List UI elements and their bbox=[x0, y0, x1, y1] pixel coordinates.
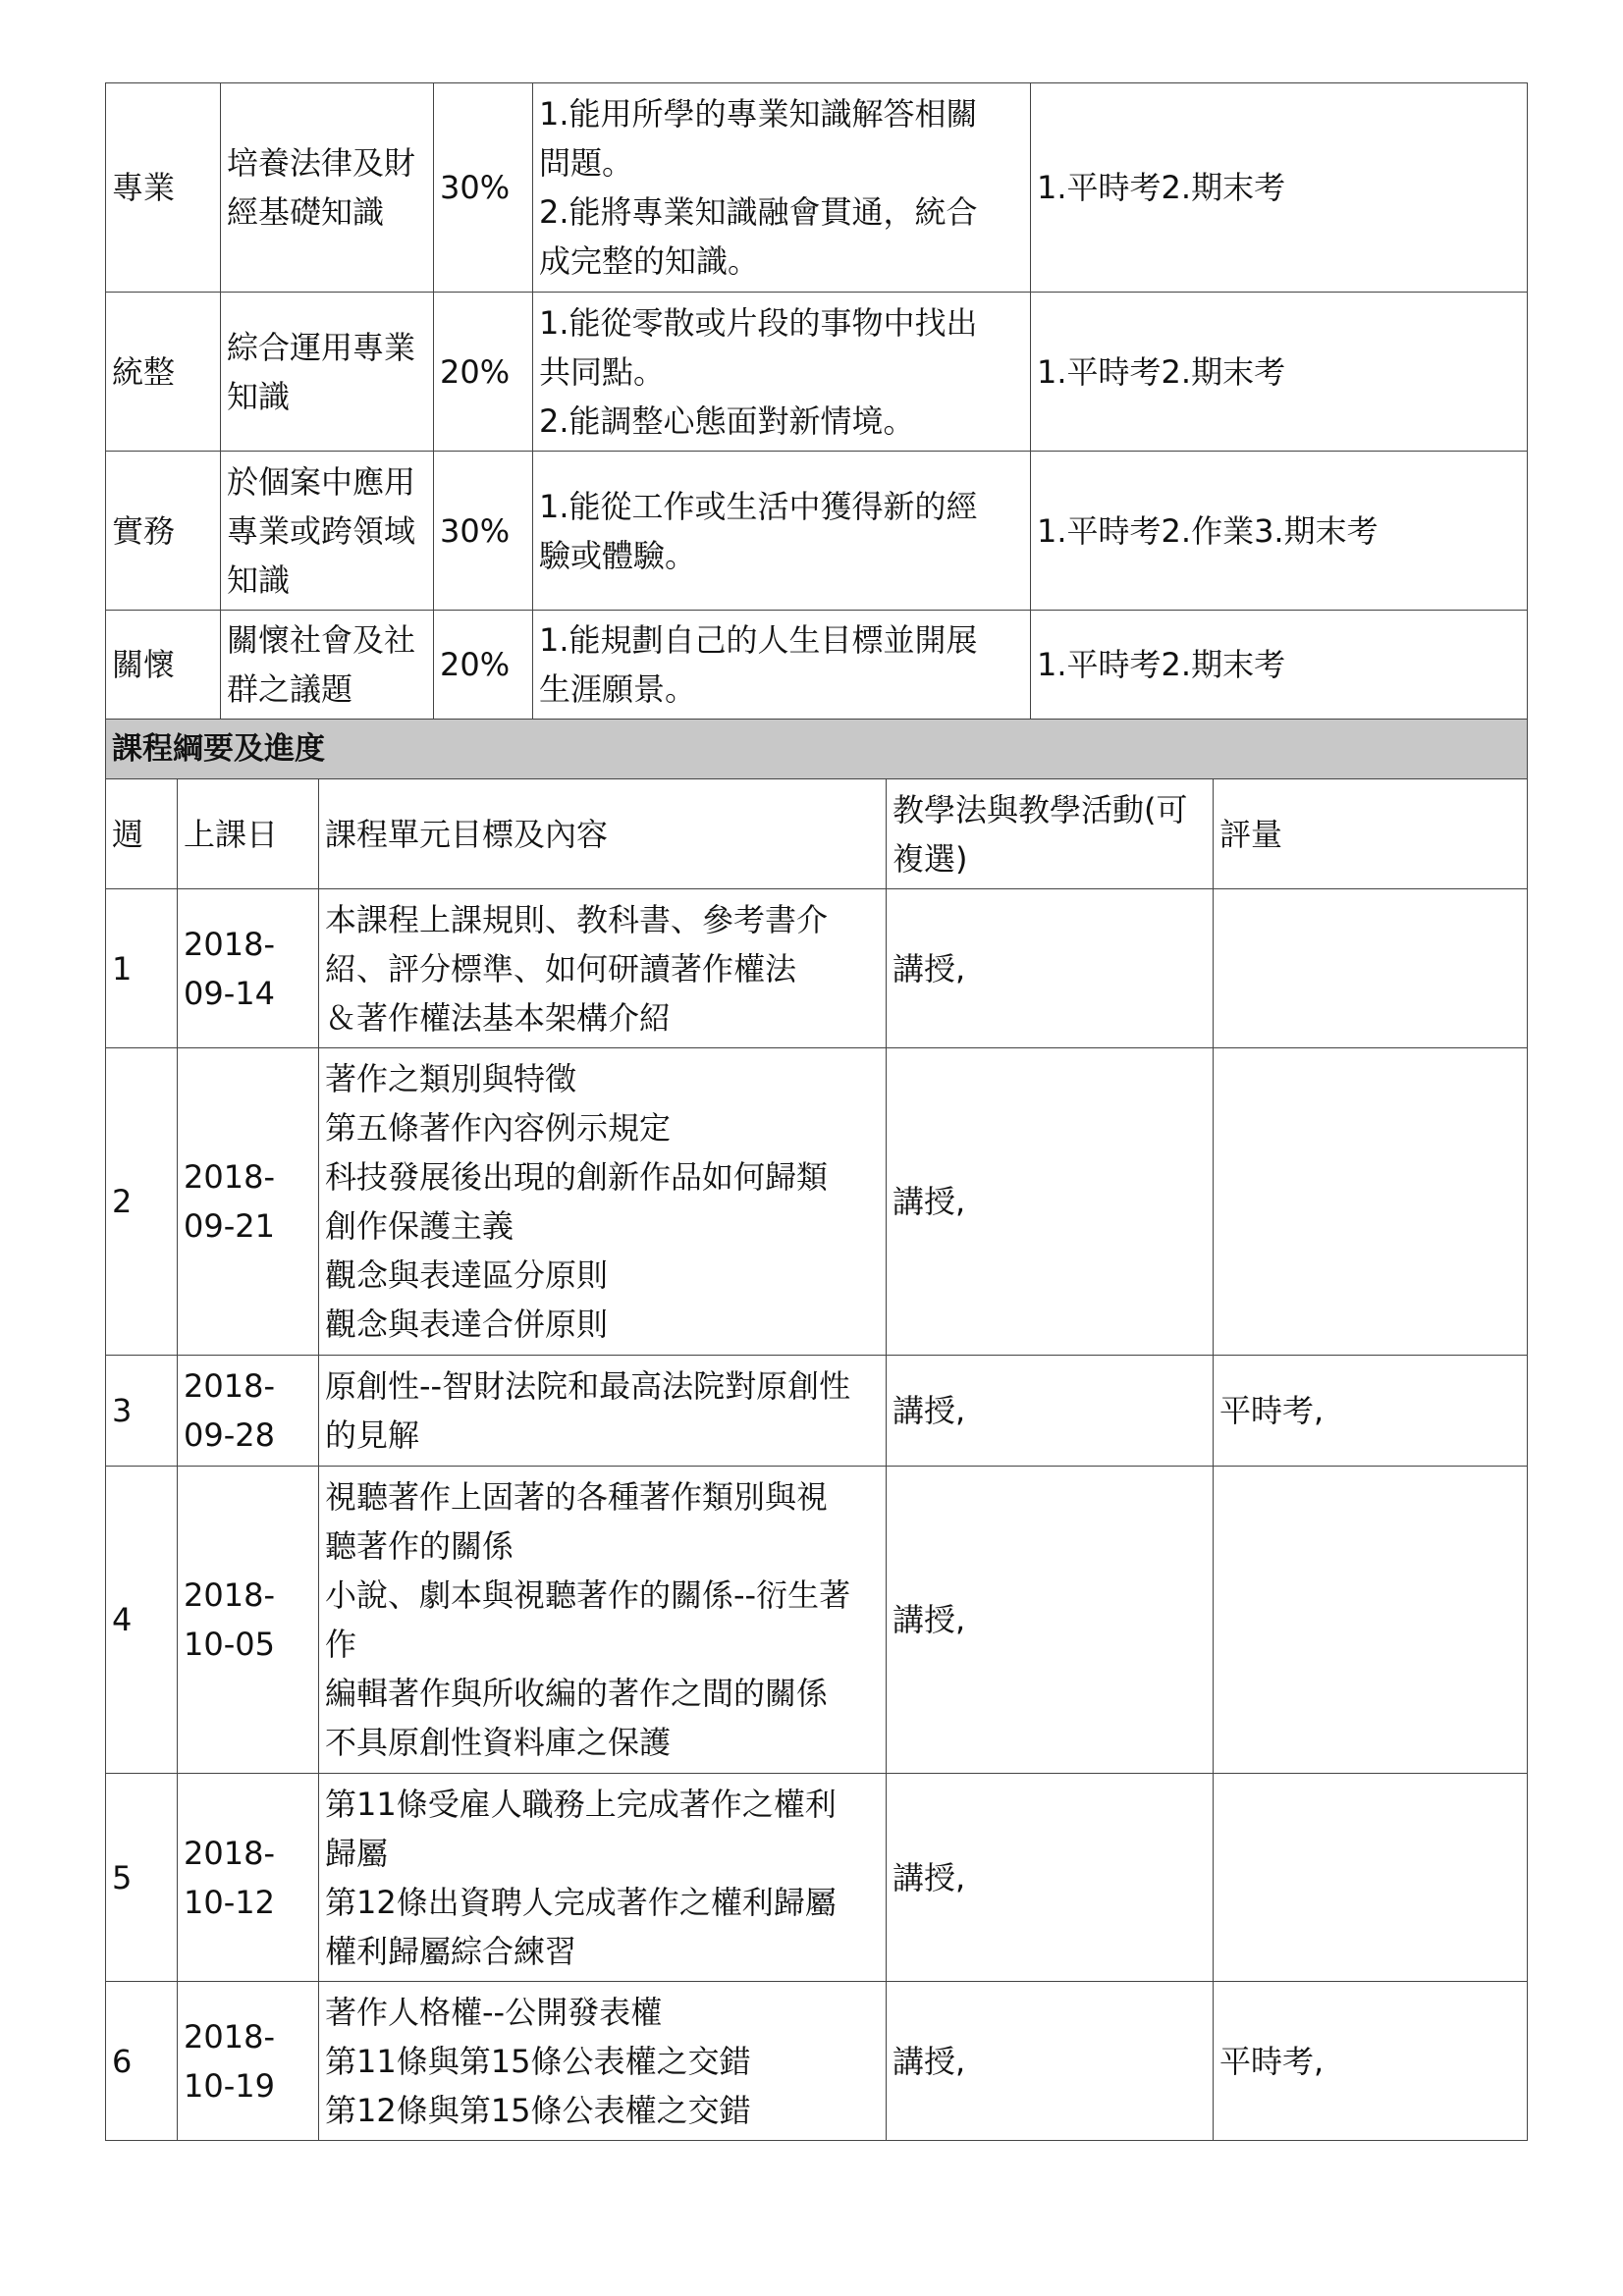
content-cell: 第11條受雇人職務上完成著作之權利 歸屬 第12條出資聘人完成著作之權利歸屬 權利歸屬綜合練習 bbox=[319, 1774, 887, 1982]
content-cell: 本課程上課規則、教科書、參考書介 紹、評分標準、如何研讀著作權法 ＆著作權法基本架構介紹 bbox=[319, 889, 887, 1048]
indicator-cell: 1.能從工作或生活中獲得新的經 驗或體驗。 bbox=[533, 452, 1031, 611]
date-cell: 2018- 09-21 bbox=[178, 1048, 319, 1356]
dimension-cell: 實務 bbox=[106, 452, 221, 611]
assessment-cell bbox=[1214, 889, 1528, 1048]
competency-row bbox=[106, 452, 1528, 611]
indicator-cell: 1.能用所學的專業知識解答相關 問題。 2.能將專業知識融會貫通，統合 成完整的知識。 bbox=[533, 83, 1031, 293]
date-cell: 2018- 10-19 bbox=[178, 1982, 319, 2141]
assessment-cell bbox=[1214, 1774, 1528, 1982]
objective-cell: 於個案中應用 專業或跨領域 知識 bbox=[221, 452, 434, 611]
competency-row bbox=[106, 611, 1528, 720]
table-row bbox=[106, 1467, 1528, 1774]
week-cell: 1 bbox=[106, 889, 178, 1048]
method-cell: 講授, bbox=[887, 1048, 1214, 1356]
assessment-cell: 平時考, bbox=[1214, 1982, 1528, 2141]
table-row bbox=[106, 1356, 1528, 1467]
assessment-cell: 平時考, bbox=[1214, 1356, 1528, 1467]
competency-row bbox=[106, 83, 1528, 293]
content-cell: 原創性--智財法院和最高法院對原創性 的見解 bbox=[319, 1356, 887, 1467]
week-cell: 6 bbox=[106, 1982, 178, 2141]
week-cell: 4 bbox=[106, 1467, 178, 1774]
assessment-cell bbox=[1214, 1048, 1528, 1356]
weight-cell: 20% bbox=[434, 611, 533, 720]
content-cell: 視聽著作上固著的各種著作類別與視 聽著作的關係 小說、劇本與視聽著作的關係--衍生著 作 編輯著作與所收編的著作之間的關係 不具原創性資料庫之保護 bbox=[319, 1467, 887, 1774]
content-cell: 著作人格權--公開發表權 第11條與第15條公表權之交錯 第12條與第15條公表權之交錯 bbox=[319, 1982, 887, 2141]
table-row bbox=[106, 889, 1528, 1048]
assessment-cell bbox=[1214, 1467, 1528, 1774]
schedule-table bbox=[105, 719, 1528, 2141]
week-cell: 2 bbox=[106, 1048, 178, 1356]
date-cell: 2018- 09-28 bbox=[178, 1356, 319, 1467]
week-header: 週 bbox=[106, 779, 178, 889]
dimension-cell: 統整 bbox=[106, 293, 221, 452]
schedule-header-row bbox=[106, 779, 1528, 889]
assessment-header: 評量 bbox=[1214, 779, 1528, 889]
weight-cell: 30% bbox=[434, 452, 533, 611]
dimension-cell: 專業 bbox=[106, 83, 221, 293]
method-header: 教學法與教學活動(可 複選) bbox=[887, 779, 1214, 889]
table-row bbox=[106, 1048, 1528, 1356]
method-cell: 講授, bbox=[887, 889, 1214, 1048]
method-cell: 講授, bbox=[887, 1982, 1214, 2141]
assessment-cell: 1.平時考2.期末考 bbox=[1031, 83, 1528, 293]
weight-cell: 20% bbox=[434, 293, 533, 452]
indicator-cell: 1.能規劃自己的人生目標並開展 生涯願景。 bbox=[533, 611, 1031, 720]
date-cell: 2018- 10-05 bbox=[178, 1467, 319, 1774]
week-cell: 5 bbox=[106, 1774, 178, 1982]
section-header-row bbox=[106, 720, 1528, 779]
method-cell: 講授, bbox=[887, 1467, 1214, 1774]
date-cell: 2018- 09-14 bbox=[178, 889, 319, 1048]
content-header: 課程單元目標及內容 bbox=[319, 779, 887, 889]
weight-cell: 30% bbox=[434, 83, 533, 293]
assessment-cell: 1.平時考2.期末考 bbox=[1031, 293, 1528, 452]
assessment-cell: 1.平時考2.期末考 bbox=[1031, 611, 1528, 720]
method-cell: 講授, bbox=[887, 1356, 1214, 1467]
date-cell: 2018- 10-12 bbox=[178, 1774, 319, 1982]
competency-table bbox=[105, 82, 1528, 720]
objective-cell: 綜合運用專業 知識 bbox=[221, 293, 434, 452]
week-cell: 3 bbox=[106, 1356, 178, 1467]
objective-cell: 關懷社會及社 群之議題 bbox=[221, 611, 434, 720]
objective-cell: 培養法律及財 經基礎知識 bbox=[221, 83, 434, 293]
method-cell: 講授, bbox=[887, 1774, 1214, 1982]
section-title: 課程綱要及進度 bbox=[106, 720, 1528, 779]
competency-row bbox=[106, 293, 1528, 452]
assessment-cell: 1.平時考2.作業3.期末考 bbox=[1031, 452, 1528, 611]
indicator-cell: 1.能從零散或片段的事物中找出 共同點。 2.能調整心態面對新情境。 bbox=[533, 293, 1031, 452]
date-header: 上課日 bbox=[178, 779, 319, 889]
table-row bbox=[106, 1982, 1528, 2141]
table-row bbox=[106, 1774, 1528, 1982]
dimension-cell: 關懷 bbox=[106, 611, 221, 720]
content-cell: 著作之類別與特徵 第五條著作內容例示規定 科技發展後出現的創新作品如何歸類 創作保護主義 觀念與表達區分原則 觀念與表達合併原則 bbox=[319, 1048, 887, 1356]
